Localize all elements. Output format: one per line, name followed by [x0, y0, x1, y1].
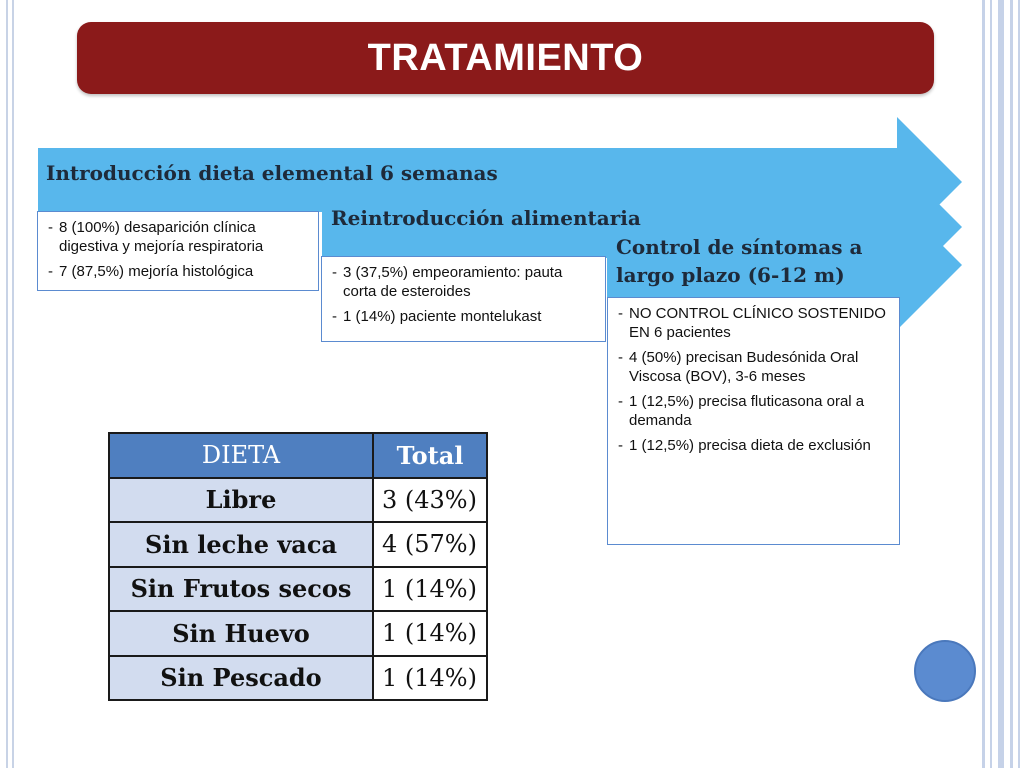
diet-total: 1 (14%): [373, 567, 487, 612]
stage-1-details: [37, 211, 319, 291]
table-row: [109, 611, 487, 656]
diet-name: Sin leche vaca: [109, 522, 373, 567]
stage-2-title: Reintroducción alimentaria: [331, 206, 641, 230]
diet-name: Sin Huevo: [109, 611, 373, 656]
table-header-row: [109, 433, 487, 478]
list-item: - 1 (14%) paciente montelukast: [332, 308, 542, 325]
column-header-total: Total: [373, 433, 487, 478]
table-row: [109, 478, 487, 523]
stage-3-details: [607, 297, 900, 545]
list-item: - 1 (12,5%) precisa dieta de exclusión: [618, 437, 871, 454]
stage-3-title: Control de síntomas a largo plazo (6-12 m): [616, 235, 863, 287]
slide-title: TRATAMIENTO: [367, 36, 644, 79]
stage-1-title: Introducción dieta elemental 6 semanas: [46, 161, 498, 185]
list-item: - 1 (12,5%) precisa fluticasona oral a demanda: [618, 393, 865, 429]
list-item: - 8 (100%) desaparición clínica digestiva y mejoría respiratoria: [48, 219, 264, 255]
table-row: [109, 522, 487, 567]
diet-name: Sin Pescado: [109, 656, 373, 701]
diet-name: Sin Frutos secos: [109, 567, 373, 612]
list-item: - 4 (50%) precisan Budesónida Oral Viscosa (BOV), 3-6 meses: [618, 349, 859, 385]
column-header-dieta: DIETA: [109, 433, 373, 478]
diet-total: 1 (14%): [373, 656, 487, 701]
list-item: - 3 (37,5%) empeoramiento: pauta corta de esteroides: [332, 264, 563, 300]
diet-name: Libre: [109, 478, 373, 523]
list-item: - 7 (87,5%) mejoría histológica: [48, 263, 254, 280]
decorative-circle: [914, 640, 976, 702]
stage-2-details: [321, 256, 606, 342]
table-row: [109, 656, 487, 701]
table-row: [109, 567, 487, 612]
list-item: - NO CONTROL CLÍNICO SOSTENIDO EN 6 pacientes: [618, 305, 886, 341]
diet-total: 4 (57%): [373, 522, 487, 567]
diet-table: [108, 432, 488, 701]
diet-total: 3 (43%): [373, 478, 487, 523]
diet-total: 1 (14%): [373, 611, 487, 656]
